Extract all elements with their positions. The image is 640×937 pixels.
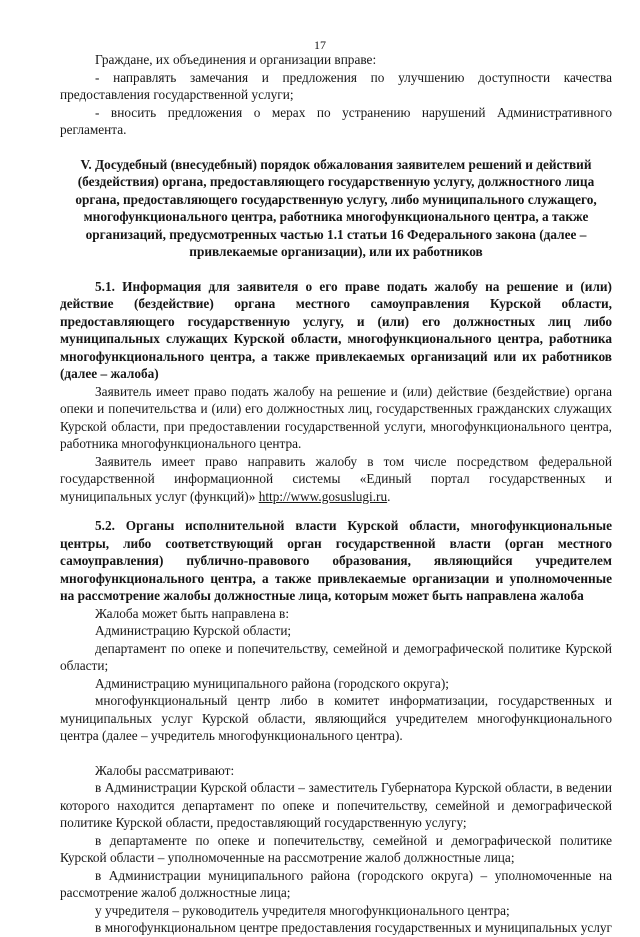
title-line: 5.1. Информация для заявителя о его праве подать жалобу на решение и (или): [95, 278, 612, 294]
section-5-1-para-2: [60, 453, 612, 506]
section-5-1-para-1: [60, 383, 612, 453]
heading-line: организаций, предусмотренных частью 1.1 статьи 16 Федерального закона (далее –: [85, 226, 587, 242]
document-page: [60, 51, 612, 937]
intro-item-2-cont: регламента.: [60, 122, 127, 137]
reviewer-cont: политике Курской области, предоставляющий государственную услугу;: [60, 815, 467, 830]
para-text: .: [387, 488, 391, 504]
intro-item-1: - направлять замечания и предложения по улучшению доступности качества: [95, 69, 612, 85]
title-line: многофункционального центра, а также привлекаемые организации и уполномоченные: [60, 570, 612, 586]
complaint-target: Администрацию Курской области;: [95, 623, 292, 638]
reviewers-intro: Жалобы рассматривают:: [95, 762, 235, 778]
title-line: на рассмотрение жалобы должностные лица, которым может быть направлена жалоба: [60, 588, 584, 603]
section-5-2-title: [60, 517, 612, 605]
reviewer: в департаменте по опеке и попечительству, семейной и демографической политике: [95, 832, 612, 848]
para-line: Курской области, при предоставлении государственной услуги, многофункционального центра,: [60, 418, 612, 434]
reviewer: в Администрации муниципального района (городского округа) – уполномоченные на: [95, 867, 612, 883]
heading-line: привлекаемые организации), или их работников: [189, 244, 483, 259]
title-line: муниципальных служащих Курской области, многофункционального центра, работника: [60, 331, 612, 346]
reviewer: в Администрации Курской области – заместитель Губернатора Курской области, в ведении: [95, 780, 612, 795]
section-5-heading: [56, 156, 616, 261]
heading-line: органа, предоставляющего государственную услугу, либо муниципального служащего,: [75, 191, 597, 207]
reviewer: в многофункциональном центре предоставления государственных и муниципальных услуг: [95, 920, 612, 935]
section-5-1-title: [60, 278, 612, 383]
complaint-target: Администрацию муниципального района (городского округа);: [95, 675, 449, 691]
complaint-target-cont: области;: [60, 658, 109, 673]
title-line: действие (бездействие) органа местного самоуправления Курской области,: [60, 296, 612, 311]
para-line: [60, 488, 612, 506]
para-line: Заявитель имеет право направить жалобу в том числе посредством федеральной: [95, 453, 612, 469]
complaint-target: департамент по опеке и попечительству, семейной и демографической политике Курской: [95, 640, 612, 656]
intro-line: Граждане, их объединения и организации вправе:: [95, 52, 377, 67]
title-line: предоставляющего государственную услугу, и (или) его должностных лиц либо: [60, 313, 612, 329]
reviewer-cont: рассмотрение жалоб должностные лица;: [60, 885, 291, 900]
heading-line: V. Досудебный (внесудебный) порядок обжалования заявителем решений и действий: [80, 156, 592, 172]
para-text: муниципальных услуг (функций)»: [60, 488, 259, 504]
title-line: центры, либо соответствующий орган государственной власти (орган местного: [60, 535, 612, 551]
complaint-target: многофункциональный центр либо в комитет информатизации, государственных и: [95, 693, 612, 708]
complaint-intro: Жалоба может быть направлена в:: [95, 605, 290, 621]
heading-line: (бездействия) органа, предоставляющего государственную услугу, должностного лица: [77, 174, 595, 189]
title-line: (далее – жалоба): [60, 366, 159, 381]
reviewer-cont: Курской области – уполномоченные на рассмотрение жалоб должностные лица;: [60, 850, 515, 865]
reviewer: у учредителя – руководитель учредителя многофункционального центра;: [95, 902, 510, 918]
para-line: опеки и попечительства и (или) его должностных лиц, государственных гражданских служащих: [60, 401, 612, 416]
intro-item-2: - вносить предложения о мерах по устранению нарушений Административного: [95, 104, 612, 120]
para-line: Заявитель имеет право подать жалобу на решение и (или) действие (бездействие) органа: [95, 383, 612, 399]
complaint-target-cont: центра (далее – учредитель многофункционального центра).: [60, 728, 403, 743]
heading-line: многофункционального центра, работника многофункционального центра, а также: [83, 209, 589, 224]
para-line: государственной информационной системы «Единый портал государственных и: [60, 471, 612, 486]
reviewer-cont: которого находится департамент по опеке и попечительству, семейной и демографической: [60, 797, 612, 813]
para-line: работника многофункционального центра.: [60, 436, 302, 451]
title-line: многофункционального центра, а также привлекаемых организаций или их работников: [60, 348, 612, 364]
gosuslugi-link[interactable]: http://www.gosuslugi.ru: [258, 488, 388, 504]
page-number: 17: [314, 38, 326, 52]
title-line: самоуправления) публично-правового образования, являющийся учредителем: [60, 553, 612, 568]
title-line: 5.2. Органы исполнительной власти Курской области, многофункциональные: [95, 518, 612, 533]
complaint-target-cont: муниципальных услуг Курской области, являющийся учредителем многофункционального: [60, 710, 612, 726]
intro-item-1-cont: предоставления государственной услуги;: [60, 87, 294, 102]
